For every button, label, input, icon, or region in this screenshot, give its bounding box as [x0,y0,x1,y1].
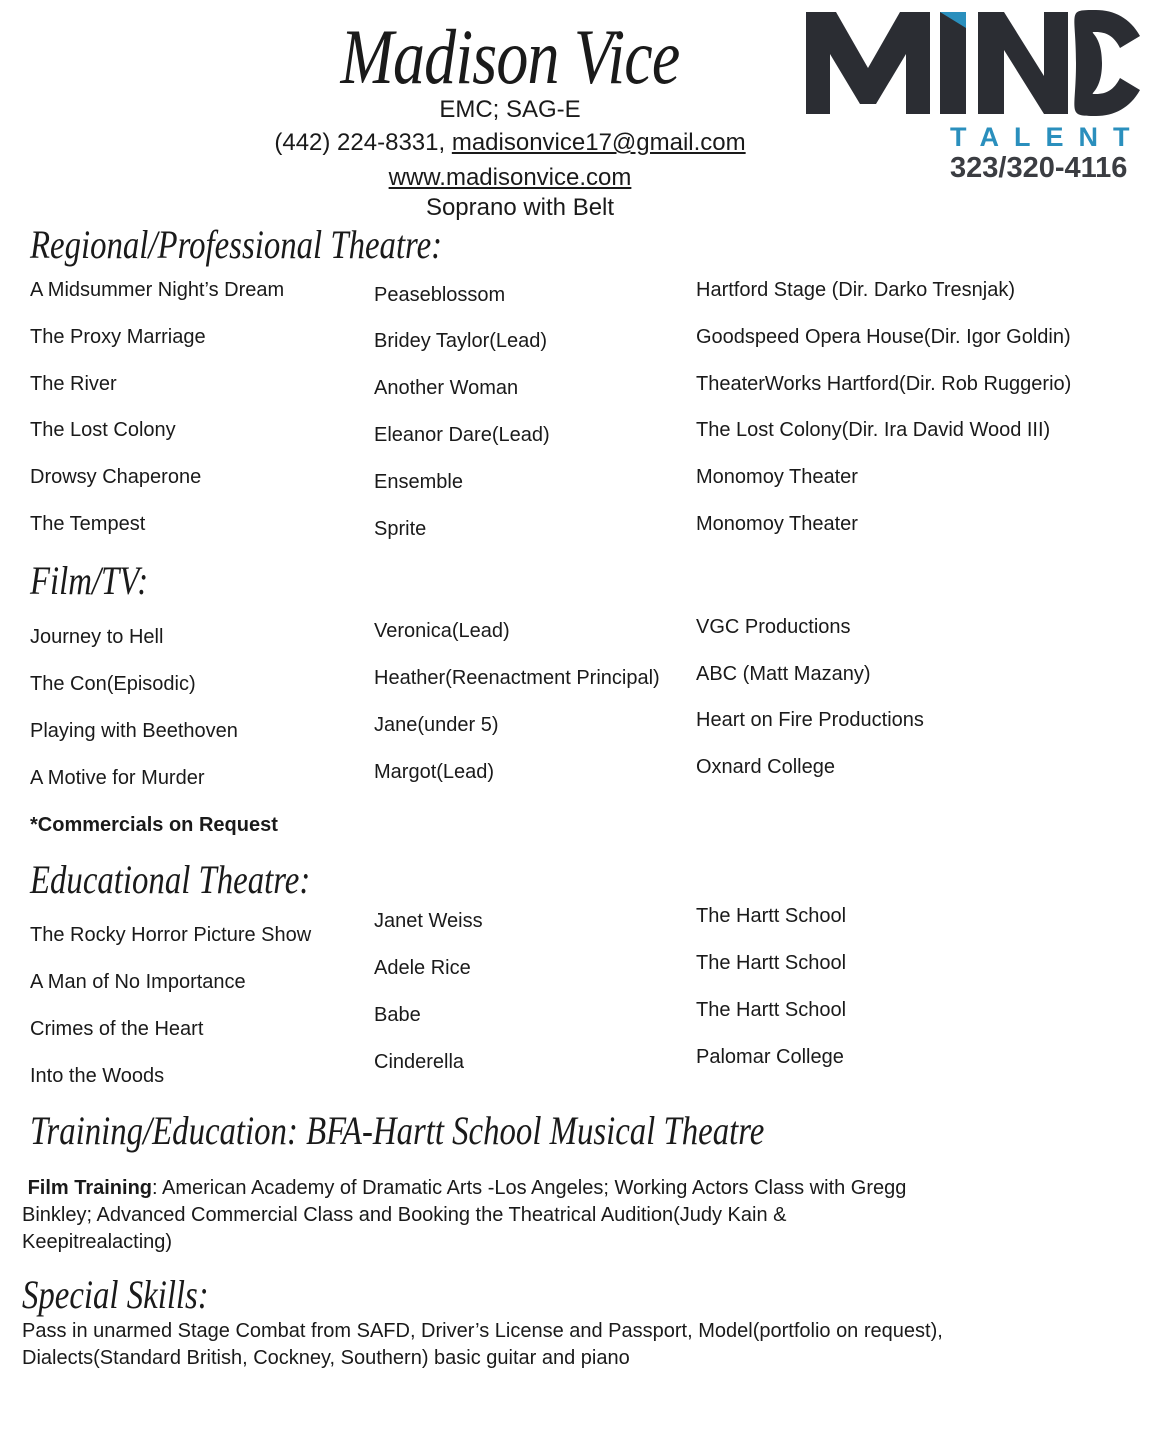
credit-role: Janet Weiss [374,910,483,932]
section-heading-training: Training/Education: BFA-Hartt School Musical Theatre [30,1108,765,1153]
credit-title: Into the Woods [30,1065,165,1087]
credit-venue: Goodspeed Opera House(Dir. Igor Goldin) [696,326,1071,348]
credit-title: The River [30,373,117,395]
agency-phone: 323/320-4116 [950,152,1128,184]
credit-venue: VGC Productions [696,616,851,638]
credit-role: Cinderella [374,1051,465,1073]
credit-venue: Heart on Fire Productions [696,709,924,731]
credit-venue: Hartford Stage (Dir. Darko Tresnjak) [696,279,1015,301]
voice-type: Soprano with Belt [425,194,615,221]
union-status: EMC; SAG-E [439,96,581,123]
credit-title: The Con(Episodic) [30,673,196,695]
commercials-note: *Commercials on Request [30,814,278,836]
credit-title: Crimes of the Heart [30,1018,204,1040]
credit-venue: TheaterWorks Hartford(Dir. Rob Ruggerio) [696,373,1072,395]
credit-title: Playing with Beethoven [30,720,238,742]
credit-venue: Oxnard College [696,756,835,778]
credit-role: Adele Rice [374,957,471,979]
credit-title: Journey to Hell [30,626,164,648]
credit-title: The Rocky Horror Picture Show [30,924,312,946]
credit-role: Another Woman [374,377,519,399]
credit-role: Ensemble [374,471,463,493]
logo-subtitle: TALENT [950,122,1145,152]
credit-role: Margot(Lead) [374,761,495,783]
section-heading-educational: Educational Theatre: [30,857,311,902]
credit-title: The Proxy Marriage [30,326,206,348]
section-heading-regional: Regional/Professional Theatre: [30,222,443,267]
credit-title: The Tempest [30,513,146,535]
training-label: Film Training [27,1177,153,1199]
credit-venue: The Lost Colony(Dir. Ira David Wood III) [696,419,1051,441]
credit-title: A Man of No Importance [30,971,246,993]
credit-role: Bridey Taylor(Lead) [374,330,548,352]
credit-title: The Lost Colony [30,419,176,441]
actor-name: Madison Vice [340,13,680,100]
credit-role: Sprite [374,518,427,540]
training-text: : American Academy of Dramatic Arts -Los Angeles; Working Actors Class with Gregg Binkley; Advanced Commercial Class and Booking the Theatrical Audition(Judy Kain & Keepitrealacting) [22,1177,907,1253]
credit-title: Drowsy Chaperone [30,466,202,488]
training-paragraph [22,1175,922,1256]
credit-role: Eleanor Dare(Lead) [374,424,550,446]
credit-venue: The Hartt School [696,905,847,927]
email-link[interactable]: madisonvice17@gmail.com [451,129,746,156]
credit-role: Veronica(Lead) [374,620,510,642]
credit-role: Peaseblossom [374,284,506,306]
agency-logo [800,6,1145,186]
credit-title: A Midsummer Night’s Dream [30,279,285,301]
credit-title: A Motive for Murder [30,767,205,789]
credit-venue: The Hartt School [696,999,847,1021]
credit-venue: The Hartt School [696,952,847,974]
section-heading-film: Film/TV: [30,558,149,603]
minc-wordmark-icon [800,6,1145,126]
credit-venue: ABC (Matt Mazany) [696,663,871,685]
credit-role: Babe [374,1004,421,1026]
section-heading-skills: Special Skills: [22,1272,209,1317]
phone-number: (442) 224-8331, [274,129,446,156]
skills-paragraph: Pass in unarmed Stage Combat from SAFD, Driver’s License and Passport, Model(portfolio on request), Dialects(Standard British, Cockney, Southern) basic guitar and piano [22,1320,943,1369]
credit-venue: Monomoy Theater [696,513,858,535]
credit-venue: Palomar College [696,1046,844,1068]
credit-role: Jane(under 5) [374,714,499,736]
credit-venue: Monomoy Theater [696,466,858,488]
credit-role: Heather(Reenactment Principal) [374,667,660,689]
website-link[interactable]: www.madisonvice.com [388,164,632,191]
